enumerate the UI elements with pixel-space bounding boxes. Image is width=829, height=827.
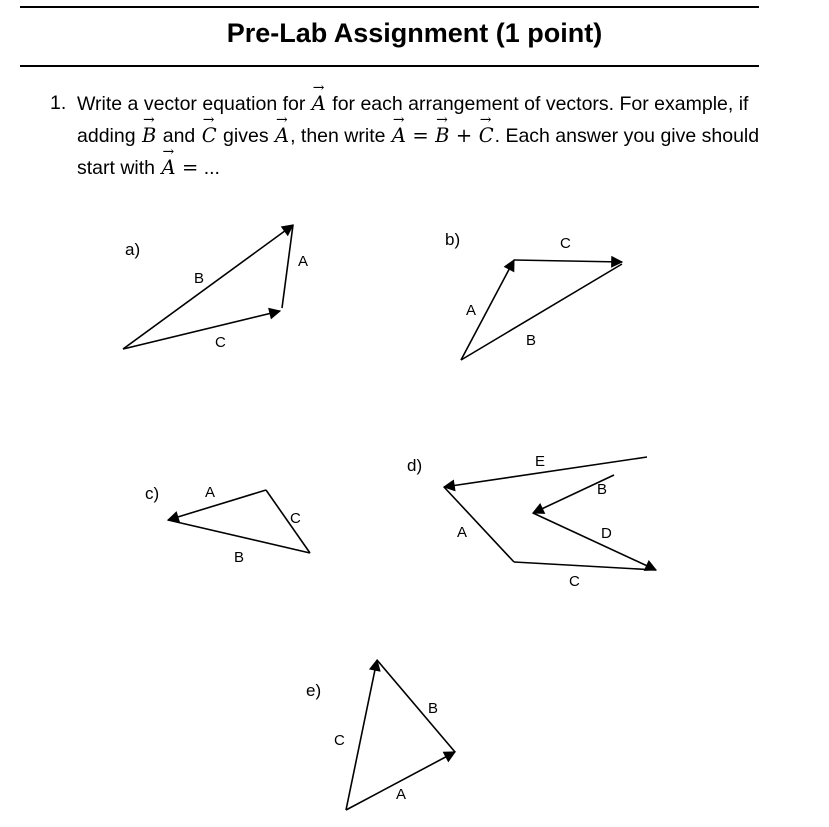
figure-d-vector-a-line [444,487,514,562]
figure-d-label-b: B [597,481,608,498]
figure-a-label: a) [125,240,141,259]
figure-b-label-a: A [466,302,477,319]
figure-e-label-c: C [334,732,345,749]
text-fragment: gives [217,125,274,147]
vector-c-symbol: → C [201,120,218,151]
figure-c-label-b: B [234,549,245,566]
figure-c-label: c) [145,484,160,503]
equals-sign: = [181,156,199,179]
figure-b-label-b: B [526,332,537,349]
equals-sign: = [412,124,429,147]
figure-c [145,484,310,566]
figure-d-label-a: A [457,524,468,541]
figure-a-label-c: C [215,334,226,351]
vector-b-symbol: → B [434,120,450,151]
vector-a-symbol: → A [311,88,327,119]
figure-d-vector-e-arrow [444,457,647,487]
figure-e-label-b: B [428,700,439,717]
figure-a [123,225,308,351]
figure-a-label-b: B [194,270,205,287]
figure-d-label-d: D [601,525,612,542]
figure-b-vector-b-line [461,264,622,360]
figure-b [445,230,622,360]
figure-a-label-a: A [298,253,309,270]
text-fragment: ... [198,157,220,179]
figure-b-label: b) [445,230,461,249]
figure-d-vector-d-arrow [533,513,656,570]
vector-a-symbol: → A [274,120,290,151]
plus-sign: + [455,124,473,147]
figure-b-label-c: C [560,235,571,252]
vector-b-symbol: → B [141,120,157,151]
figure-a-vector-a-line [282,225,293,308]
figure-e-label: e) [306,681,322,700]
page-title: Pre-Lab Assignment (1 point) [226,18,603,48]
question-number: 1. [50,92,67,114]
figure-c-vector-a-arrow [168,490,266,520]
figure-b-vector-c-arrow [514,260,622,262]
figure-e-label-a: A [396,786,407,803]
vector-c-symbol: → C [478,120,495,151]
text-fragment: . Each answer you give should start with [77,125,760,179]
text-fragment: Write a vector equation for [77,93,311,115]
vector-a-symbol: → A [160,152,176,183]
figure-d-label-e: E [535,453,546,470]
text-fragment: and [157,125,201,147]
figure-a-vector-b-arrow [123,225,293,349]
figure-e-vector-c-arrow [346,660,377,810]
figure-a-vector-c-arrow [123,311,280,349]
figure-e [306,660,455,810]
figure-c-label-c: C [290,510,301,527]
text-fragment: , then write [290,125,391,147]
figure-e-vector-b-line [377,660,455,752]
figure-d-vector-c-line [514,562,656,570]
figure-d-label-c: C [569,573,580,590]
figure-c-label-a: A [205,484,216,501]
text-fragment: for each arrangement of vectors. For example, if adding [77,93,749,147]
figure-d-label: d) [407,456,423,475]
figure-d [407,453,656,590]
vector-a-symbol: → A [391,120,407,151]
